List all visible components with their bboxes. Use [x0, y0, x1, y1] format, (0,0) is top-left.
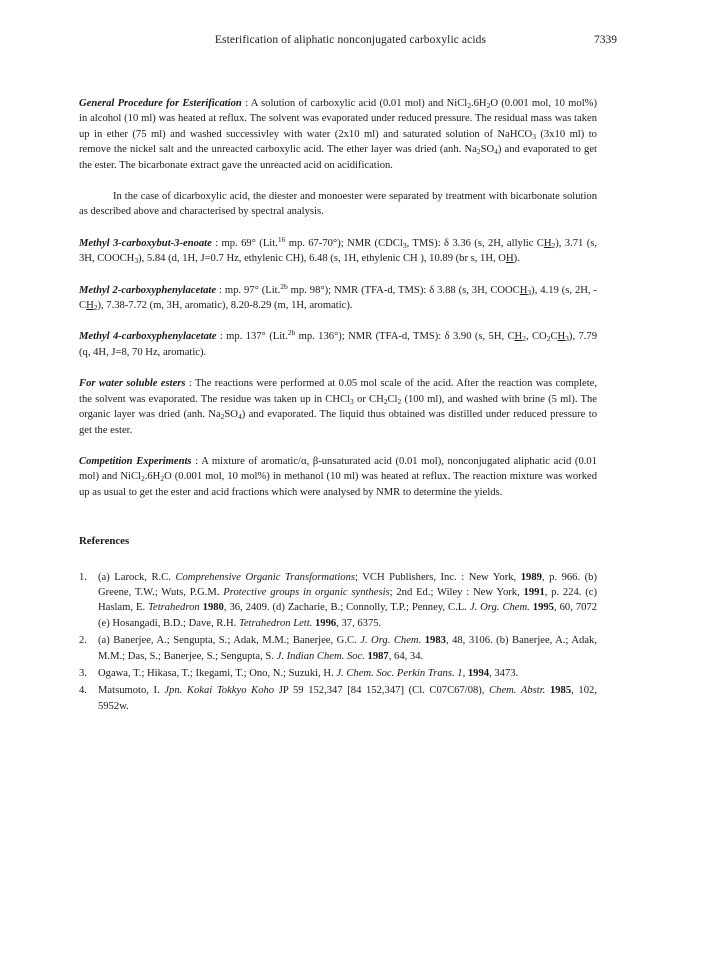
compound-1-name: Methyl 3-carboxybut-3-enoate	[79, 237, 212, 249]
compound-2-name: Methyl 2-carboxyphenylacetate	[79, 284, 217, 296]
reference-2: 2. (a) Banerjee, A.; Sengupta, S.; Adak, M.M.; Banerjee, G.C. J. Org. Chem. 1983, 48, 3106. (b) Banerjee, A.; Adak, M.M.; Das, S.; Banerjee, S.; Sengupta, S. J. Indian Chem. Soc. 1987, 64, 34.	[79, 635, 597, 662]
reference-3: 3. Ogawa, T.; Hikasa, T.; Ikegami, T.; Ono, N.; Suzuki, H. J. Chem. Soc. Perkin Trans. 1, 1994, 3473.	[79, 667, 519, 679]
water-soluble-heading: For water soluble esters	[79, 378, 186, 390]
running-title: Esterification of aliphatic nonconjugated carboxylic acids	[214, 34, 487, 46]
article-body	[79, 96, 597, 714]
compound-2-paragraph: Methyl 2-carboxyphenylacetate : mp. 97° (Lit.$^{2b}$ mp. 98°); NMR (TFA-d, TMS): δ 3.88 (s, 3H, $COOCH_3$), 4.19 (s, 2H, - $CH_2$), 7.38-7.72 (m, 3H, aromatic), 8.20-8.29 (m, 1H, aromatic).	[79, 281, 597, 313]
compound-3-paragraph: Methyl 4-carboxyphenylacetate : mp. 137° (Lit.$^{2b}$ mp. 136°); NMR (TFA-d, TMS): δ 3.90 (s, 5H, $CH_2$, $CO_2CH_3$), 7.79 (q, 4H, J=8, 70 Hz, aromatic).	[79, 328, 597, 358]
general-procedure-paragraph: General Procedure for Esterification : A solution of carboxylic acid (0.01 mol) and $NiCl_2.6H_2O$ (0.001 mol, 10 mol%) in alcohol (10 ml) was heated at reflux. The solvent was evaporated under reduced pressure. The residual mass was taken up in ether (75 ml) and washed successivley with water (2x10 ml) and saturated solution of NaHCO$_3$ (3x10 ml) to remove the nickel salt and the unreacted carboxylic acid. The ether layer was dried (anh. $Na_2SO_4$) and evaporated to get the ester. The bicarbonate extract gave the unreacted acid on acidification.	[79, 98, 597, 171]
page-number: 7339	[594, 34, 617, 46]
compound-3-name: Methyl 4-carboxyphenylacetate	[79, 331, 217, 343]
competition-paragraph: Competition Experiments : A mixture of aromatic/α, β-unsaturated acid (0.01 mol), nonconjugated aliphatic acid (0.01 mol) and $NiCl_2.6H_2O$ (0.001 mol, 10 mol%) in methanol (10 ml) was heated at reflux. The reaction mixture was worked up as usual to get the ester and acid fractions which were analysed by NMR to determine the yields.	[79, 455, 597, 498]
compound-1-paragraph: Methyl 3-carboxybut-3-enoate : mp. 69° (Lit.$^{16}$ mp. 67-70°); NMR (CDCl$_3$, TMS): δ 3.36 (s, 2H, allylic $CH_2$), 3.71 (s, 3H, $COOCH_3$), 5.84 (d, 1H, J=0.7 Hz, ethylenic CH), 6.48 (s, 1H, ethylenic CH ), 10.89 (br s, 1H, OH).	[79, 234, 598, 266]
water-soluble-paragraph: For water soluble esters : The reactions were performed at 0.05 mol scale of the acid. After the reaction was complete, the solvent was evaporated. The residue was taken up in CHCl$_3$ or $CH_2Cl_2$ (100 ml), and washed with brine (5 ml). The organic layer was dried (anh. $Na_2SO_4$) and evaporated. The liquid thus obtained was distilled under reduced pressure to get the ester.	[79, 378, 597, 436]
reference-4: 4. Matsumoto, I. Jpn. Kokai Tokkyo Koho JP 59 152,347 [84 152,347] (Cl. C07C67/08), Chem. Abstr. 1985, 102, 5952w.	[79, 685, 597, 712]
reference-1: 1. (a) Larock, R.C. Comprehensive Organic Transformations; VCH Publishers, Inc. : New York, 1989, p. 966. (b) Greene, T.W.; Wuts, P.G.M. Protective groups in organic synthesis; 2nd Ed.; Wiley : New York, 1991, p. 224. (c) Haslam, E. Tetrahedron 1980, 36, 2409. (d) Zacharie, B.; Connolly, T.P.; Penney, C.L. J. Org. Chem. 1995, 60, 7072 (e) Hosangadi, B.D.; Dave, R.H. Tetrahedron Lett. 1996, 37, 6375.	[79, 571, 598, 629]
competition-heading: Competition Experiments	[79, 455, 192, 467]
general-procedure-heading: General Procedure for Esterification	[79, 98, 242, 109]
reference-list	[79, 570, 597, 715]
references-heading: References	[79, 535, 130, 548]
dicarboxylic-paragraph: In the case of dicarboxylic acid, the diester and monoester were separated by treatment with bicarbonate solution as described above and characterised by spectral analysis.	[79, 191, 597, 218]
